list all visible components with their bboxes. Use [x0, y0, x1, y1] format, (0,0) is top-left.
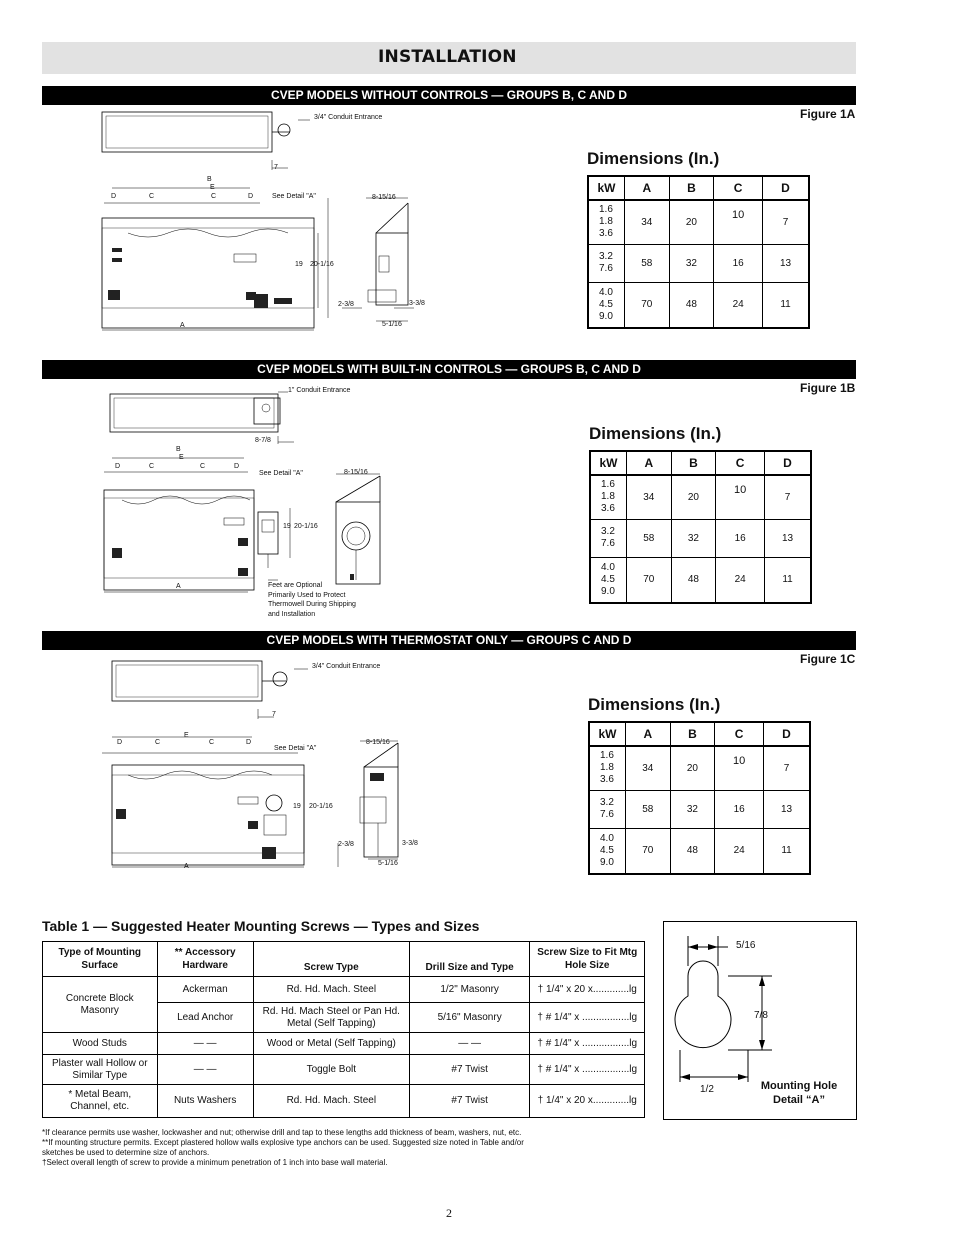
dim-label: 2-3/8	[338, 841, 354, 848]
kw-value: 3.6	[600, 774, 614, 786]
dim-label: 8-7/8	[255, 437, 271, 444]
detail-label: See Detail "A"	[272, 193, 316, 200]
kw-value: 4.5	[601, 573, 615, 585]
kw-value: 1.6	[599, 204, 613, 216]
cell-a: 70	[625, 282, 670, 328]
detail-label: See Detail "A"	[259, 470, 303, 477]
dim-label: 20-1/16	[309, 803, 333, 810]
footnote: *If clearance permits use washer, lockwasher and nut; otherwise drill and tap to these lengths add thickness of beam, washers, nut, etc.	[42, 1128, 522, 1137]
table-cell: 5/16" Masonry	[409, 1003, 530, 1033]
dimensions-title-1b: Dimensions (In.)	[589, 424, 722, 443]
table-header: ** Accessory Hardware	[157, 942, 253, 977]
table-cell: — —	[409, 1033, 530, 1055]
dim-header-b: B	[669, 176, 714, 200]
cell-b: 32	[669, 244, 714, 282]
table-cell: Concrete Block Masonry	[43, 977, 158, 1033]
table-cell: #7 Twist	[409, 1085, 530, 1118]
footnote: sketches be used to determine size of anchors.	[42, 1148, 210, 1157]
kw-value: 1.8	[600, 762, 614, 774]
cell-a: 34	[627, 475, 672, 519]
dim-header-c: C	[715, 722, 764, 746]
dim-header-d: D	[765, 451, 811, 475]
dim-label: A	[176, 583, 181, 590]
dim-label: 19	[295, 261, 303, 268]
table-cell: #7 Twist	[409, 1055, 530, 1085]
kw-value: 1.6	[600, 750, 614, 762]
kw-value: 4.5	[600, 844, 614, 856]
cell-b: 32	[670, 790, 715, 828]
figure-1b-label: Figure 1B	[800, 381, 856, 395]
kw-value: 3.6	[599, 228, 613, 240]
dim-label: 7	[272, 711, 276, 718]
kw-value: 9.0	[601, 585, 615, 597]
kw-value: 9.0	[599, 310, 613, 322]
dim-label: D	[111, 193, 117, 200]
footnote: †Select overall length of screw to provide a minimum penetration of 1 inch into base wall material.	[42, 1158, 388, 1167]
table-cell: Wood Studs	[43, 1033, 158, 1055]
dim-header-kw: kW	[589, 722, 626, 746]
table-header: Drill Size and Type	[409, 942, 530, 977]
dim-label: A	[184, 863, 189, 870]
kw-value: 3.2	[600, 797, 614, 808]
table-cell: — —	[157, 1055, 253, 1085]
dim-header-kw: kW	[590, 451, 627, 475]
table-cell: † 1/4" x 20 x.............lg	[530, 1085, 645, 1118]
table-row	[43, 977, 645, 1003]
cell-a: 34	[626, 746, 671, 790]
table-cell: † # 1/4" x .................lg	[530, 1055, 645, 1085]
cell-b: 32	[671, 519, 716, 557]
figure-1c-drawing	[98, 657, 428, 875]
conduit-label: 3/4" Conduit Entrance	[314, 114, 383, 121]
cell-a: 58	[626, 790, 671, 828]
table-cell: Toggle Bolt	[253, 1055, 409, 1085]
table-header: Type of Mounting Surface	[43, 942, 158, 977]
table-cell: Rd. Hd. Mach. Steel	[253, 1085, 409, 1118]
figure-1b-drawing	[98, 384, 398, 620]
table-cell: † 1/4" x 20 x.............lg	[530, 977, 645, 1003]
dim-label: 3-3/8	[402, 840, 418, 847]
conduit-label: 1" Conduit Entrance	[288, 387, 351, 394]
cell-d: 13	[765, 519, 811, 557]
kw-value: 4.5	[599, 298, 613, 310]
kw-value: 7.6	[601, 538, 615, 549]
cell-a: 58	[625, 244, 670, 282]
dimensions-table-1b	[589, 450, 812, 604]
cell-c: 16	[714, 244, 763, 282]
feet-note-line: Feet are Optional	[268, 582, 323, 589]
figure-1a-svg	[98, 108, 438, 333]
cell-d: 7	[765, 475, 811, 519]
cell-c: 10	[715, 746, 764, 790]
table-cell: Nuts Washers	[157, 1085, 253, 1118]
detail-caption	[754, 1079, 844, 1107]
dim-label: A	[180, 322, 185, 329]
screws-table	[42, 941, 645, 1118]
table-cell: * Metal Beam, Channel, etc.	[43, 1085, 158, 1118]
feet-note	[268, 581, 356, 619]
kw-value: 3.2	[599, 251, 613, 262]
dimensions-table-1c	[588, 721, 811, 875]
dim-label: 2-3/8	[338, 301, 354, 308]
table-row	[588, 244, 809, 282]
dim-label: E	[210, 184, 215, 191]
dim-label: D	[117, 739, 123, 746]
feet-note-line: Primarily Used to Protect	[268, 591, 346, 599]
kw-value: 1.8	[601, 491, 615, 503]
table1-title: Table 1 — Suggested Heater Mounting Screws — Types and Sizes	[42, 918, 480, 934]
table-row	[589, 746, 810, 790]
kw-value: 4.0	[599, 286, 613, 298]
dim-header-d: D	[763, 176, 809, 200]
caption-line: Mounting Hole	[760, 1080, 838, 1092]
cell-c: 24	[716, 557, 765, 603]
cell-b: 20	[669, 200, 714, 244]
cell-d: 11	[763, 282, 809, 328]
table-cell: Rd. Hd. Mach Steel or Pan Hd. Metal (Self Tapping)	[253, 1003, 409, 1033]
section-2-header: CVEP MODELS WITH BUILT-IN CONTROLS — GROUPS B, C AND D	[42, 360, 856, 379]
feet-note-line: Thermowell During Shipping	[268, 601, 356, 608]
mounting-hole-detail	[663, 921, 857, 1120]
cell-d: 7	[764, 746, 810, 790]
footnote: **If mounting structure permits. Except plastered hollow walls explosive type anchors can be used. Suggested size noted in Table and/or	[42, 1138, 524, 1147]
kw-value: 4.0	[601, 561, 615, 573]
dim-label: 19	[283, 523, 291, 530]
dim-label: E	[184, 732, 189, 739]
dim-header-a: A	[626, 722, 671, 746]
kw-value: 7.6	[599, 263, 613, 274]
dim-label: C	[149, 463, 155, 470]
figure-1c-label: Figure 1C	[800, 652, 856, 666]
table-row	[43, 1033, 645, 1055]
detail-label: See Detai "A"	[274, 745, 317, 752]
dim-label: 7/8	[754, 1010, 768, 1021]
dim-header-c: C	[714, 176, 763, 200]
figure-1a-drawing	[98, 108, 438, 333]
kw-value: 3.6	[601, 503, 615, 515]
cell-c: 10	[716, 475, 765, 519]
table-cell: Wood or Metal (Self Tapping)	[253, 1033, 409, 1055]
section-3-header: CVEP MODELS WITH THERMOSTAT ONLY — GROUPS C AND D	[42, 631, 856, 650]
dim-label: C	[149, 193, 155, 200]
footnotes	[42, 1128, 662, 1168]
dim-label: 5-1/16	[382, 321, 402, 328]
table-cell: Lead Anchor	[157, 1003, 253, 1033]
cell-c: 24	[715, 828, 764, 874]
kw-value: 3.2	[601, 526, 615, 537]
dim-header-b: B	[671, 451, 716, 475]
table-header: Screw Size to Fit Mtg Hole Size	[530, 942, 645, 977]
cell-c: 24	[714, 282, 763, 328]
caption-line: Detail “A”	[773, 1094, 825, 1106]
table-row	[590, 557, 811, 603]
table-row	[590, 475, 811, 519]
dim-label: D	[246, 739, 252, 746]
dim-header-a: A	[625, 176, 670, 200]
cell-d: 13	[763, 244, 809, 282]
dim-label: 5/16	[736, 940, 756, 951]
dimensions-table-1a	[587, 175, 810, 329]
cell-b: 48	[669, 282, 714, 328]
cell-b: 48	[670, 828, 715, 874]
dim-label: 20-1/16	[310, 261, 334, 268]
table-cell: Plaster wall Hollow or Similar Type	[43, 1055, 158, 1085]
table-row	[589, 790, 810, 828]
dim-label: 3-3/8	[409, 300, 425, 307]
table-row	[589, 828, 810, 874]
dim-label: 8-15/16	[344, 469, 368, 476]
cell-d: 11	[764, 828, 810, 874]
table-cell: † # 1/4" x .................lg	[530, 1033, 645, 1055]
page-title-bar	[42, 42, 856, 74]
table-row	[588, 200, 809, 244]
dim-label: 5-1/16	[378, 860, 398, 867]
figure-1c-svg	[98, 657, 428, 875]
table-cell: † # 1/4" x .................lg	[530, 1003, 645, 1033]
dim-label: E	[179, 454, 184, 461]
dim-label: C	[155, 739, 161, 746]
dim-label: B	[176, 446, 181, 453]
dim-label: C	[211, 193, 217, 200]
cell-d: 13	[764, 790, 810, 828]
cell-c: 16	[716, 519, 765, 557]
cell-c: 16	[715, 790, 764, 828]
dim-header-b: B	[670, 722, 715, 746]
cell-a: 58	[627, 519, 672, 557]
cell-a: 70	[627, 557, 672, 603]
table-cell: 1/2" Masonry	[409, 977, 530, 1003]
kw-value: 1.8	[599, 216, 613, 228]
kw-value: 1.6	[601, 479, 615, 491]
dim-label: 7	[274, 164, 278, 171]
dim-label: 19	[293, 803, 301, 810]
dim-label: 1/2	[700, 1084, 714, 1095]
table-cell: Rd. Hd. Mach. Steel	[253, 977, 409, 1003]
table-cell: Ackerman	[157, 977, 253, 1003]
dim-header-d: D	[764, 722, 810, 746]
table-header: Screw Type	[253, 942, 409, 977]
dim-label: D	[248, 193, 254, 200]
feet-note-line: and Installation	[268, 610, 316, 618]
dim-label: 8-15/16	[372, 194, 396, 201]
dim-label: B	[207, 176, 212, 183]
cell-c: 10	[714, 200, 763, 244]
dim-label: 8-15/16	[366, 739, 390, 746]
kw-value: 9.0	[600, 856, 614, 868]
cell-b: 20	[670, 746, 715, 790]
dim-header-c: C	[716, 451, 765, 475]
dim-label: C	[200, 463, 206, 470]
section-1-header: CVEP MODELS WITHOUT CONTROLS — GROUPS B, C AND D	[42, 86, 856, 105]
dim-label: C	[209, 739, 215, 746]
dimensions-title-1a: Dimensions (In.)	[587, 149, 720, 168]
kw-value: 4.0	[600, 832, 614, 844]
cell-b: 48	[671, 557, 716, 603]
cell-a: 70	[626, 828, 671, 874]
conduit-label: 3/4" Conduit Entrance	[312, 663, 381, 670]
table-cell: — —	[157, 1033, 253, 1055]
dim-label: D	[115, 463, 121, 470]
dim-label: D	[234, 463, 240, 470]
table-row	[588, 282, 809, 328]
page-title: INSTALLATION	[378, 47, 517, 67]
cell-b: 20	[671, 475, 716, 519]
table-row	[590, 519, 811, 557]
dim-label: 20-1/16	[294, 523, 318, 530]
page-number: 2	[446, 1206, 452, 1220]
dim-header-kw: kW	[588, 176, 625, 200]
table-row	[43, 1055, 645, 1085]
cell-d: 11	[765, 557, 811, 603]
cell-a: 34	[625, 200, 670, 244]
kw-value: 7.6	[600, 809, 614, 820]
dim-header-a: A	[627, 451, 672, 475]
table-row	[43, 1085, 645, 1118]
dimensions-title-1c: Dimensions (In.)	[588, 695, 721, 714]
cell-d: 7	[763, 200, 809, 244]
figure-1a-label: Figure 1A	[800, 107, 856, 121]
